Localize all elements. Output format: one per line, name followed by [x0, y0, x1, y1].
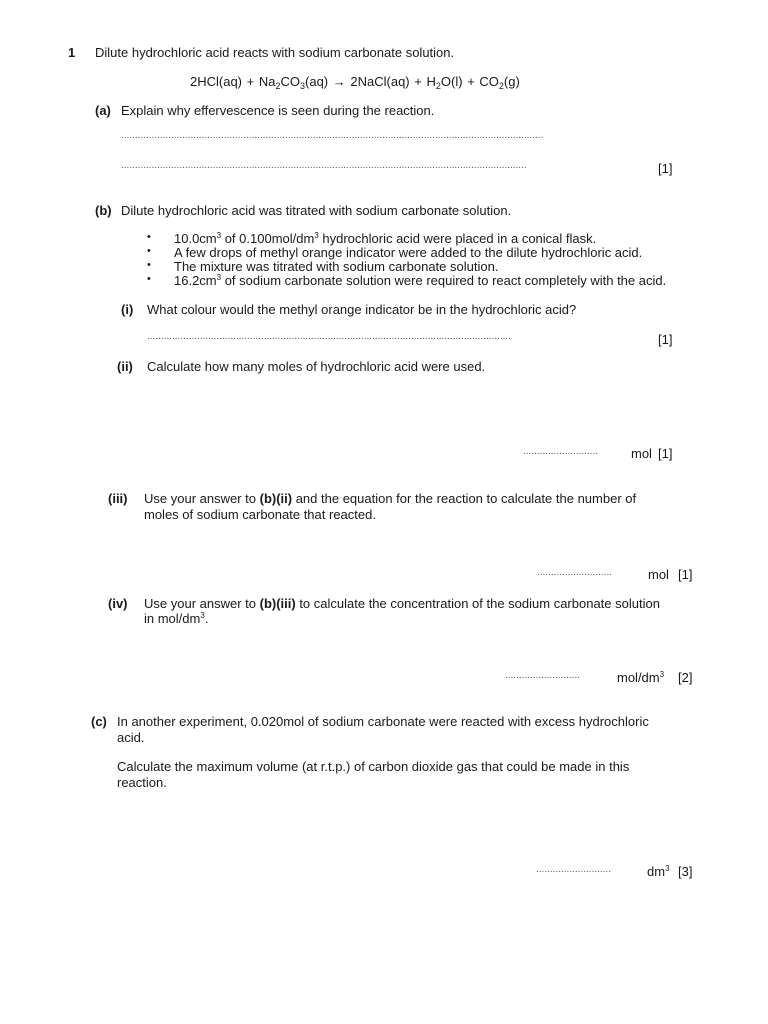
- part-c-calc: Calculate the maximum volume (at r.t.p.) of carbon dioxide gas that could be made in this: [117, 759, 630, 774]
- answer-line[interactable]: ........................................................................................................................................................: [121, 130, 544, 141]
- part-a-label: (a): [95, 103, 111, 118]
- marks-label: [1]: [678, 567, 693, 582]
- sub-iii-label: (iii): [108, 491, 128, 506]
- sub-iv-text-line2: in mol/$dm^3$.: [144, 611, 209, 626]
- sub-iv-label: (iv): [108, 596, 128, 611]
- sub-i-text: What colour would the methyl orange indicator be in the hydrochloric acid?: [147, 302, 577, 317]
- bullet-icon: •: [147, 259, 151, 271]
- sub-iii-text: Use your answer to (b)(ii) and the equation for the reaction to calculate the number of: [144, 491, 637, 506]
- question-number: 1: [68, 45, 76, 60]
- sub-ii-text: Calculate how many moles of hydrochloric acid were used.: [147, 359, 486, 374]
- part-c-label: (c): [91, 714, 107, 729]
- answer-line[interactable]: ...........................: [505, 670, 581, 681]
- sub-i-label: (i): [121, 302, 134, 317]
- sub-ii-label: (ii): [117, 359, 133, 374]
- reaction-arrow: →: [332, 74, 346, 89]
- bullet-icon: •: [147, 273, 151, 285]
- bullet-item: $10.0cm^3$ of $0.100mol/dm^3$ hydrochloric acid were placed in a conical flask.: [174, 231, 597, 246]
- answer-line[interactable]: ...........................: [537, 567, 613, 578]
- chemical-equation: [190, 74, 520, 89]
- bullet-item: $16.2cm^3$ of sodium carbonate solution were required to react completely with the acid.: [174, 273, 667, 288]
- answer-line[interactable]: ..................................................................................................................................................: [121, 160, 527, 171]
- equation-plus: +: [246, 74, 255, 89]
- bullet-item: The mixture was titrated with sodium carbonate solution.: [174, 259, 499, 274]
- part-b-label: (b): [95, 203, 112, 218]
- unit-label: mol: [648, 567, 669, 582]
- sub-iii-text-line2: moles of sodium carbonate that reacted.: [144, 507, 376, 522]
- marks-label: [1]: [658, 446, 673, 461]
- part-c-text: In another experiment, 0.020mol of sodium carbonate were reacted with excess hydrochloric: [117, 714, 649, 729]
- part-c-text-line2: acid.: [117, 730, 145, 745]
- answer-line[interactable]: ...................................................................................................................................: [147, 331, 511, 342]
- part-a-text: Explain why effervescence is seen during the reaction.: [121, 103, 435, 118]
- part-c-calc-line2: reaction.: [117, 775, 167, 790]
- marks-label: [2]: [678, 670, 693, 685]
- bullet-item: A few drops of methyl orange indicator were added to the dilute hydrochloric acid.: [174, 245, 643, 260]
- equation-term: 2NaCl(aq): [350, 74, 410, 89]
- unit-label: mol/$dm^3$: [617, 670, 665, 685]
- bullet-icon: •: [147, 231, 151, 243]
- sub-iv-text: Use your answer to (b)(iii) to calculate the concentration of the sodium carbonate solution: [144, 596, 660, 611]
- equation-plus: +: [467, 74, 475, 89]
- part-b-text: Dilute hydrochloric acid was titrated with sodium carbonate solution.: [121, 203, 512, 218]
- equation-term: $CO_2(g)$: [479, 74, 520, 91]
- unit-label: $dm^3$: [647, 864, 670, 879]
- marks-label: [1]: [658, 161, 673, 176]
- answer-line[interactable]: ...........................: [523, 446, 599, 457]
- marks-label: [1]: [658, 332, 673, 347]
- equation-plus: +: [414, 74, 422, 89]
- answer-line[interactable]: ...........................: [536, 864, 612, 875]
- question-intro: Dilute hydrochloric acid reacts with sodium carbonate solution.: [95, 45, 455, 60]
- equation-term: 2HCl(aq): [190, 74, 243, 89]
- bullet-icon: •: [147, 245, 151, 257]
- marks-label: [3]: [678, 864, 693, 879]
- equation-term: $H_2O(l)$: [426, 74, 463, 91]
- equation-term: $Na_2CO_3(aq)$: [258, 74, 329, 91]
- unit-label: mol: [631, 446, 652, 461]
